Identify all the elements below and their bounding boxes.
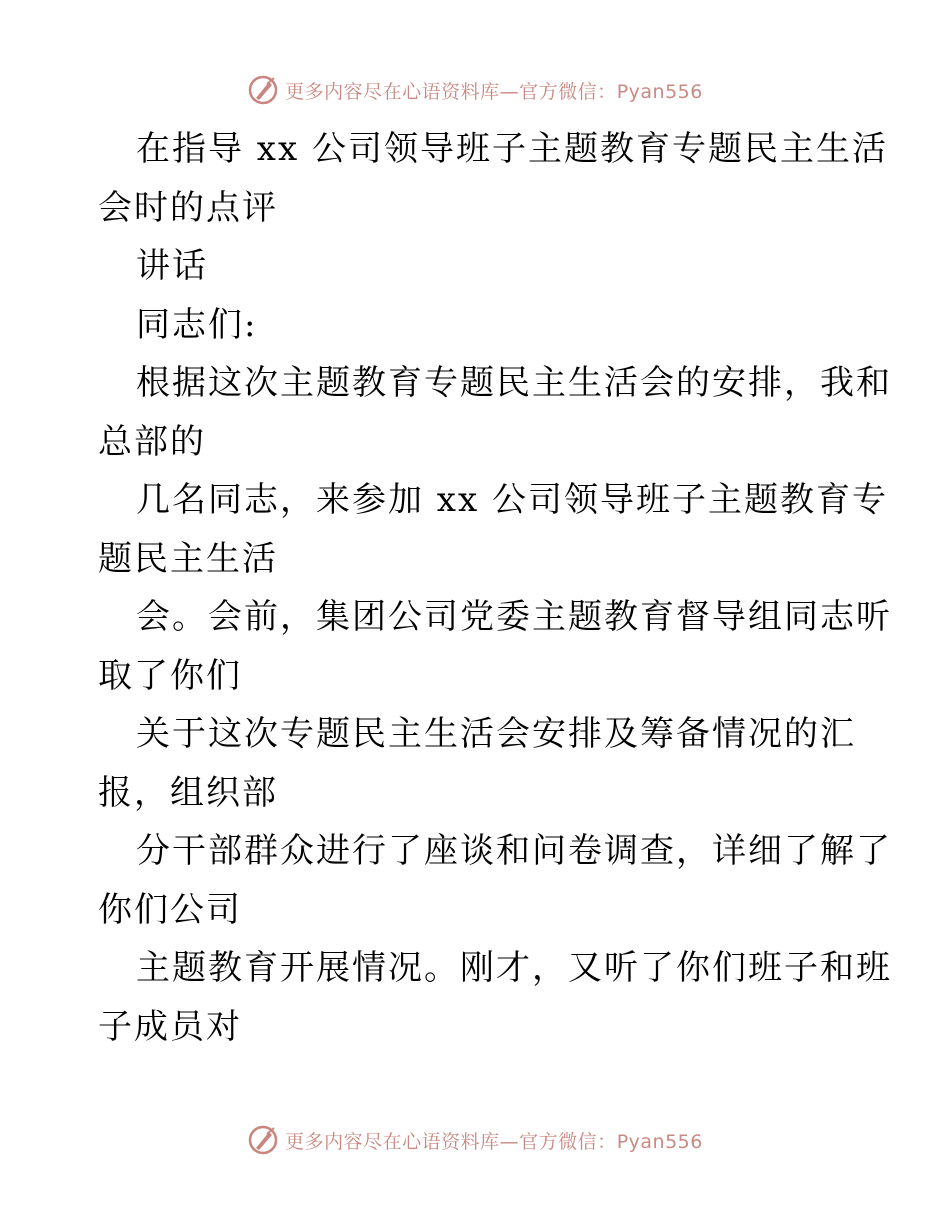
header-watermark [0, 70, 950, 110]
text-line: 同志们: [136, 304, 258, 345]
watermark-separator: — [499, 80, 520, 103]
text-line: 在指导 xx 公司领导班子主题教育专题民主生活 [136, 129, 888, 169]
watermark-site: 更多内容尽在心语资料库 [285, 80, 500, 103]
watermark-group [247, 1124, 703, 1156]
quill-logo-icon [247, 74, 279, 106]
watermark-wechat-id: Pyan556 [616, 80, 703, 103]
text-line: 取了你们 [98, 655, 242, 696]
watermark-text [285, 77, 703, 104]
quill-logo-icon [247, 1124, 279, 1156]
text-line: 报，组织部 [98, 772, 278, 813]
watermark-separator: — [499, 1130, 520, 1153]
watermark-wechat-id: Pyan556 [616, 1130, 703, 1153]
text-line: 关于这次专题民主生活会安排及筹备情况的汇 [136, 714, 856, 754]
text-line: 总部的 [98, 421, 206, 462]
watermark-text [285, 1127, 703, 1154]
text-line: 主题教育开展情况。刚才，又听了你们班子和班 [136, 948, 892, 988]
watermark-site: 更多内容尽在心语资料库 [285, 1130, 500, 1153]
text-line: 根据这次主题教育专题民主生活会的安排，我和 [136, 363, 892, 403]
document-body [98, 120, 892, 1056]
footer-watermark [0, 1120, 950, 1160]
text-line: 子成员对 [98, 1006, 242, 1047]
text-line: 会时的点评 [98, 187, 278, 228]
watermark-wechat-label: 官方微信： [519, 80, 617, 103]
text-line: 分干部群众进行了座谈和问卷调查，详细了解了 [136, 831, 892, 871]
text-line: 你们公司 [98, 889, 242, 930]
text-line: 题民主生活 [98, 538, 278, 579]
text-line: 几名同志，来参加 xx 公司领导班子主题教育专 [136, 480, 888, 520]
text-line: 讲话 [136, 246, 208, 286]
watermark-group [247, 74, 703, 106]
text-line: 会。会前，集团公司党委主题教育督导组同志听 [136, 597, 892, 637]
watermark-wechat-label: 官方微信： [519, 1130, 617, 1153]
